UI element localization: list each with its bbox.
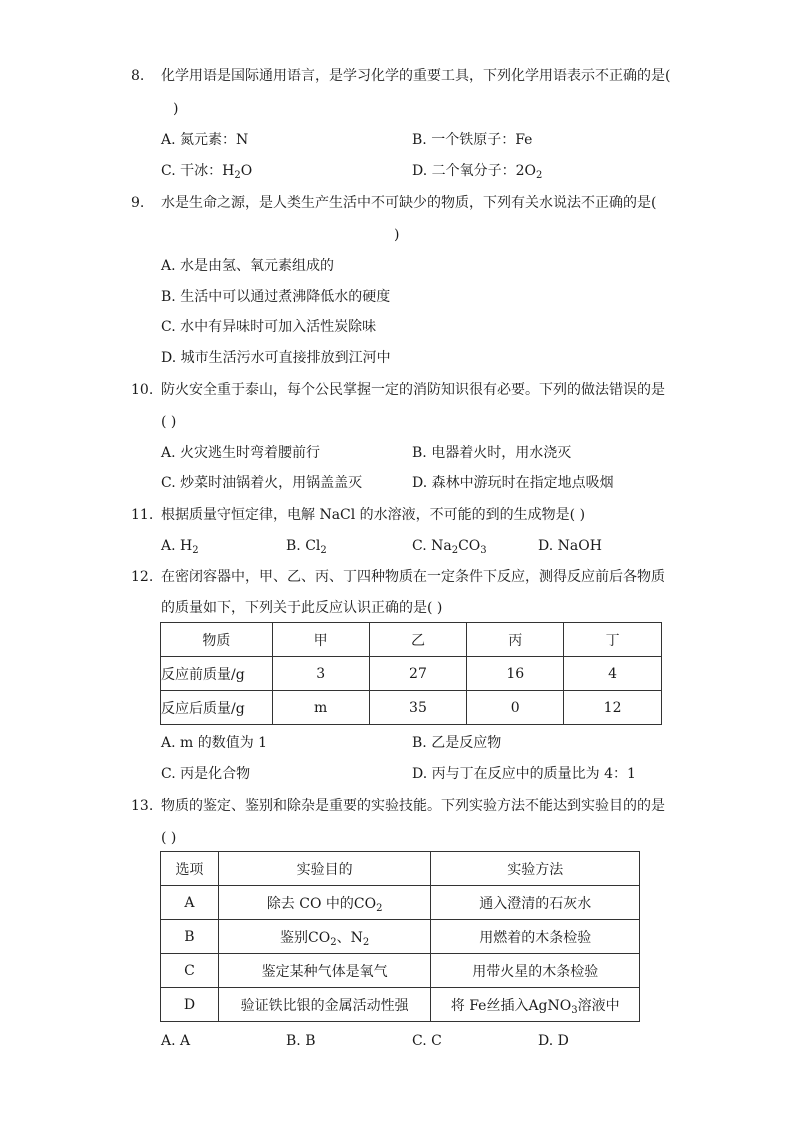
table-header-cell: 乙 xyxy=(369,623,467,657)
q13-option-b[interactable]: B. B xyxy=(286,1033,316,1049)
table-header-cell: 物质 xyxy=(161,623,273,657)
table-header-cell: 丁 xyxy=(564,623,662,657)
q13-stem-paren: ( ) xyxy=(161,830,177,846)
table-cell: 用带火星的木条检验 xyxy=(431,954,640,988)
table-header-cell: 选项 xyxy=(161,852,219,886)
table-cell: 27 xyxy=(369,657,467,691)
q10-option-d[interactable]: D. 森林中游玩时在指定地点吸烟 xyxy=(412,475,614,491)
table-cell: A xyxy=(161,886,219,920)
q12-stem-line2: 的质量如下，下列关于此反应认识正确的是( ) xyxy=(161,600,443,616)
q11-option-a[interactable]: A. $H_2$ xyxy=(161,538,199,556)
table-cell: B xyxy=(161,920,219,954)
table-cell: 将 Fe丝插入AgNO$_3$溶液中 xyxy=(431,988,640,1022)
q12-stem: 在密闭容器中，甲、乙、丙、丁四种物质在一定条件下反应，测得反应前后各物质 xyxy=(161,569,665,585)
q8-option-a[interactable]: A. 氮元素：N xyxy=(161,132,249,148)
q8-option-d[interactable]: D. 二个氧分子：$2O_2$ xyxy=(412,163,543,181)
q12-table xyxy=(160,622,662,725)
table-cell: 0 xyxy=(467,691,564,725)
q12-option-c[interactable]: C. 丙是化合物 xyxy=(161,766,251,782)
table-cell: 除去 CO 中的$CO_2$ xyxy=(218,886,431,920)
q8-option-c[interactable]: C. 干冰：$H_2O$ xyxy=(161,163,253,181)
q10-option-b[interactable]: B. 电器着火时，用水浇灭 xyxy=(412,445,572,461)
table-row xyxy=(161,920,640,954)
table-cell: 35 xyxy=(369,691,467,725)
q10-number: 10. xyxy=(131,382,154,398)
table-row xyxy=(161,954,640,988)
q11-option-c[interactable]: C. $Na_2CO_3$ xyxy=(412,538,487,556)
q12-number: 12. xyxy=(131,569,154,585)
q11-number: 11. xyxy=(131,507,154,523)
q11-stem: 根据质量守恒定律，电解 NaCl 的水溶液，不可能的到的生成物是( ) xyxy=(161,507,586,523)
q12-option-a[interactable]: A. m 的数值为 1 xyxy=(161,735,268,751)
q8-number: 8. xyxy=(131,68,145,84)
q9-stem: 水是生命之源，是人类生产生活中不可缺少的物质，下列有关水说法不正确的是( xyxy=(161,195,657,211)
table-row xyxy=(161,886,640,920)
table-cell: C xyxy=(161,954,219,988)
q9-option-d[interactable]: D. 城市生活污水可直接排放到江河中 xyxy=(161,350,391,366)
table-cell: 通入澄清的石灰水 xyxy=(431,886,640,920)
table-header-cell: 甲 xyxy=(272,623,369,657)
q13-number: 13. xyxy=(131,798,154,814)
table-cell: 3 xyxy=(272,657,369,691)
q9-stem-close: ) xyxy=(394,227,400,243)
q13-option-c[interactable]: C. C xyxy=(412,1033,442,1049)
q10-option-c[interactable]: C. 炒菜时油锅着火，用锅盖盖灭 xyxy=(161,475,363,491)
q13-option-a[interactable]: A. A xyxy=(161,1033,191,1049)
table-cell: D xyxy=(161,988,219,1022)
table-cell: 反应后质量/g xyxy=(161,691,273,725)
q8-stem-close: ) xyxy=(173,101,179,117)
q8-stem: 化学用语是国际通用语言，是学习化学的重要工具，下列化学用语表示不正确的是( xyxy=(161,68,671,84)
table-cell: 验证铁比银的金属活动性强 xyxy=(218,988,431,1022)
q9-option-b[interactable]: B. 生活中可以通过煮沸降低水的硬度 xyxy=(161,289,391,305)
table-cell: 12 xyxy=(564,691,662,725)
table-cell: 鉴定某种气体是氧气 xyxy=(218,954,431,988)
q12-option-d[interactable]: D. 丙与丁在反应中的质量比为 4：1 xyxy=(412,766,636,782)
q11-option-b[interactable]: B. $Cl_2$ xyxy=(286,538,327,556)
table-cell: 16 xyxy=(467,657,564,691)
table-row xyxy=(161,691,662,725)
q13-option-d[interactable]: D. D xyxy=(538,1033,569,1049)
table-cell: 反应前质量/g xyxy=(161,657,273,691)
q9-option-a[interactable]: A. 水是由氢、氧元素组成的 xyxy=(161,258,335,274)
table-header-cell: 实验方法 xyxy=(431,852,640,886)
q13-stem: 物质的鉴定、鉴别和除杂是重要的实验技能。下列实验方法不能达到实验目的的是 xyxy=(161,798,665,814)
q8-option-b[interactable]: B. 一个铁原子：Fe xyxy=(412,132,533,148)
table-cell: 4 xyxy=(564,657,662,691)
q10-stem-paren: ( ) xyxy=(161,414,177,430)
table-cell: 鉴别$CO_2$、$N_2$ xyxy=(218,920,431,954)
q13-table xyxy=(160,851,640,1022)
table-row xyxy=(161,988,640,1022)
q10-option-a[interactable]: A. 火灾逃生时弯着腰前行 xyxy=(161,445,321,461)
table-cell: 用燃着的木条检验 xyxy=(431,920,640,954)
table-header-cell: 丙 xyxy=(467,623,564,657)
q10-stem: 防火安全重于泰山，每个公民掌握一定的消防知识很有必要。下列的做法错误的是 xyxy=(161,382,665,398)
table-row xyxy=(161,657,662,691)
table-header-row xyxy=(161,623,662,657)
q11-option-d[interactable]: D. NaOH xyxy=(538,538,602,554)
q9-option-c[interactable]: C. 水中有异味时可加入活性炭除味 xyxy=(161,319,377,335)
table-header-cell: 实验目的 xyxy=(218,852,431,886)
q12-option-b[interactable]: B. 乙是反应物 xyxy=(412,735,502,751)
table-header-row xyxy=(161,852,640,886)
q9-number: 9. xyxy=(131,195,145,211)
table-cell: m xyxy=(272,691,369,725)
